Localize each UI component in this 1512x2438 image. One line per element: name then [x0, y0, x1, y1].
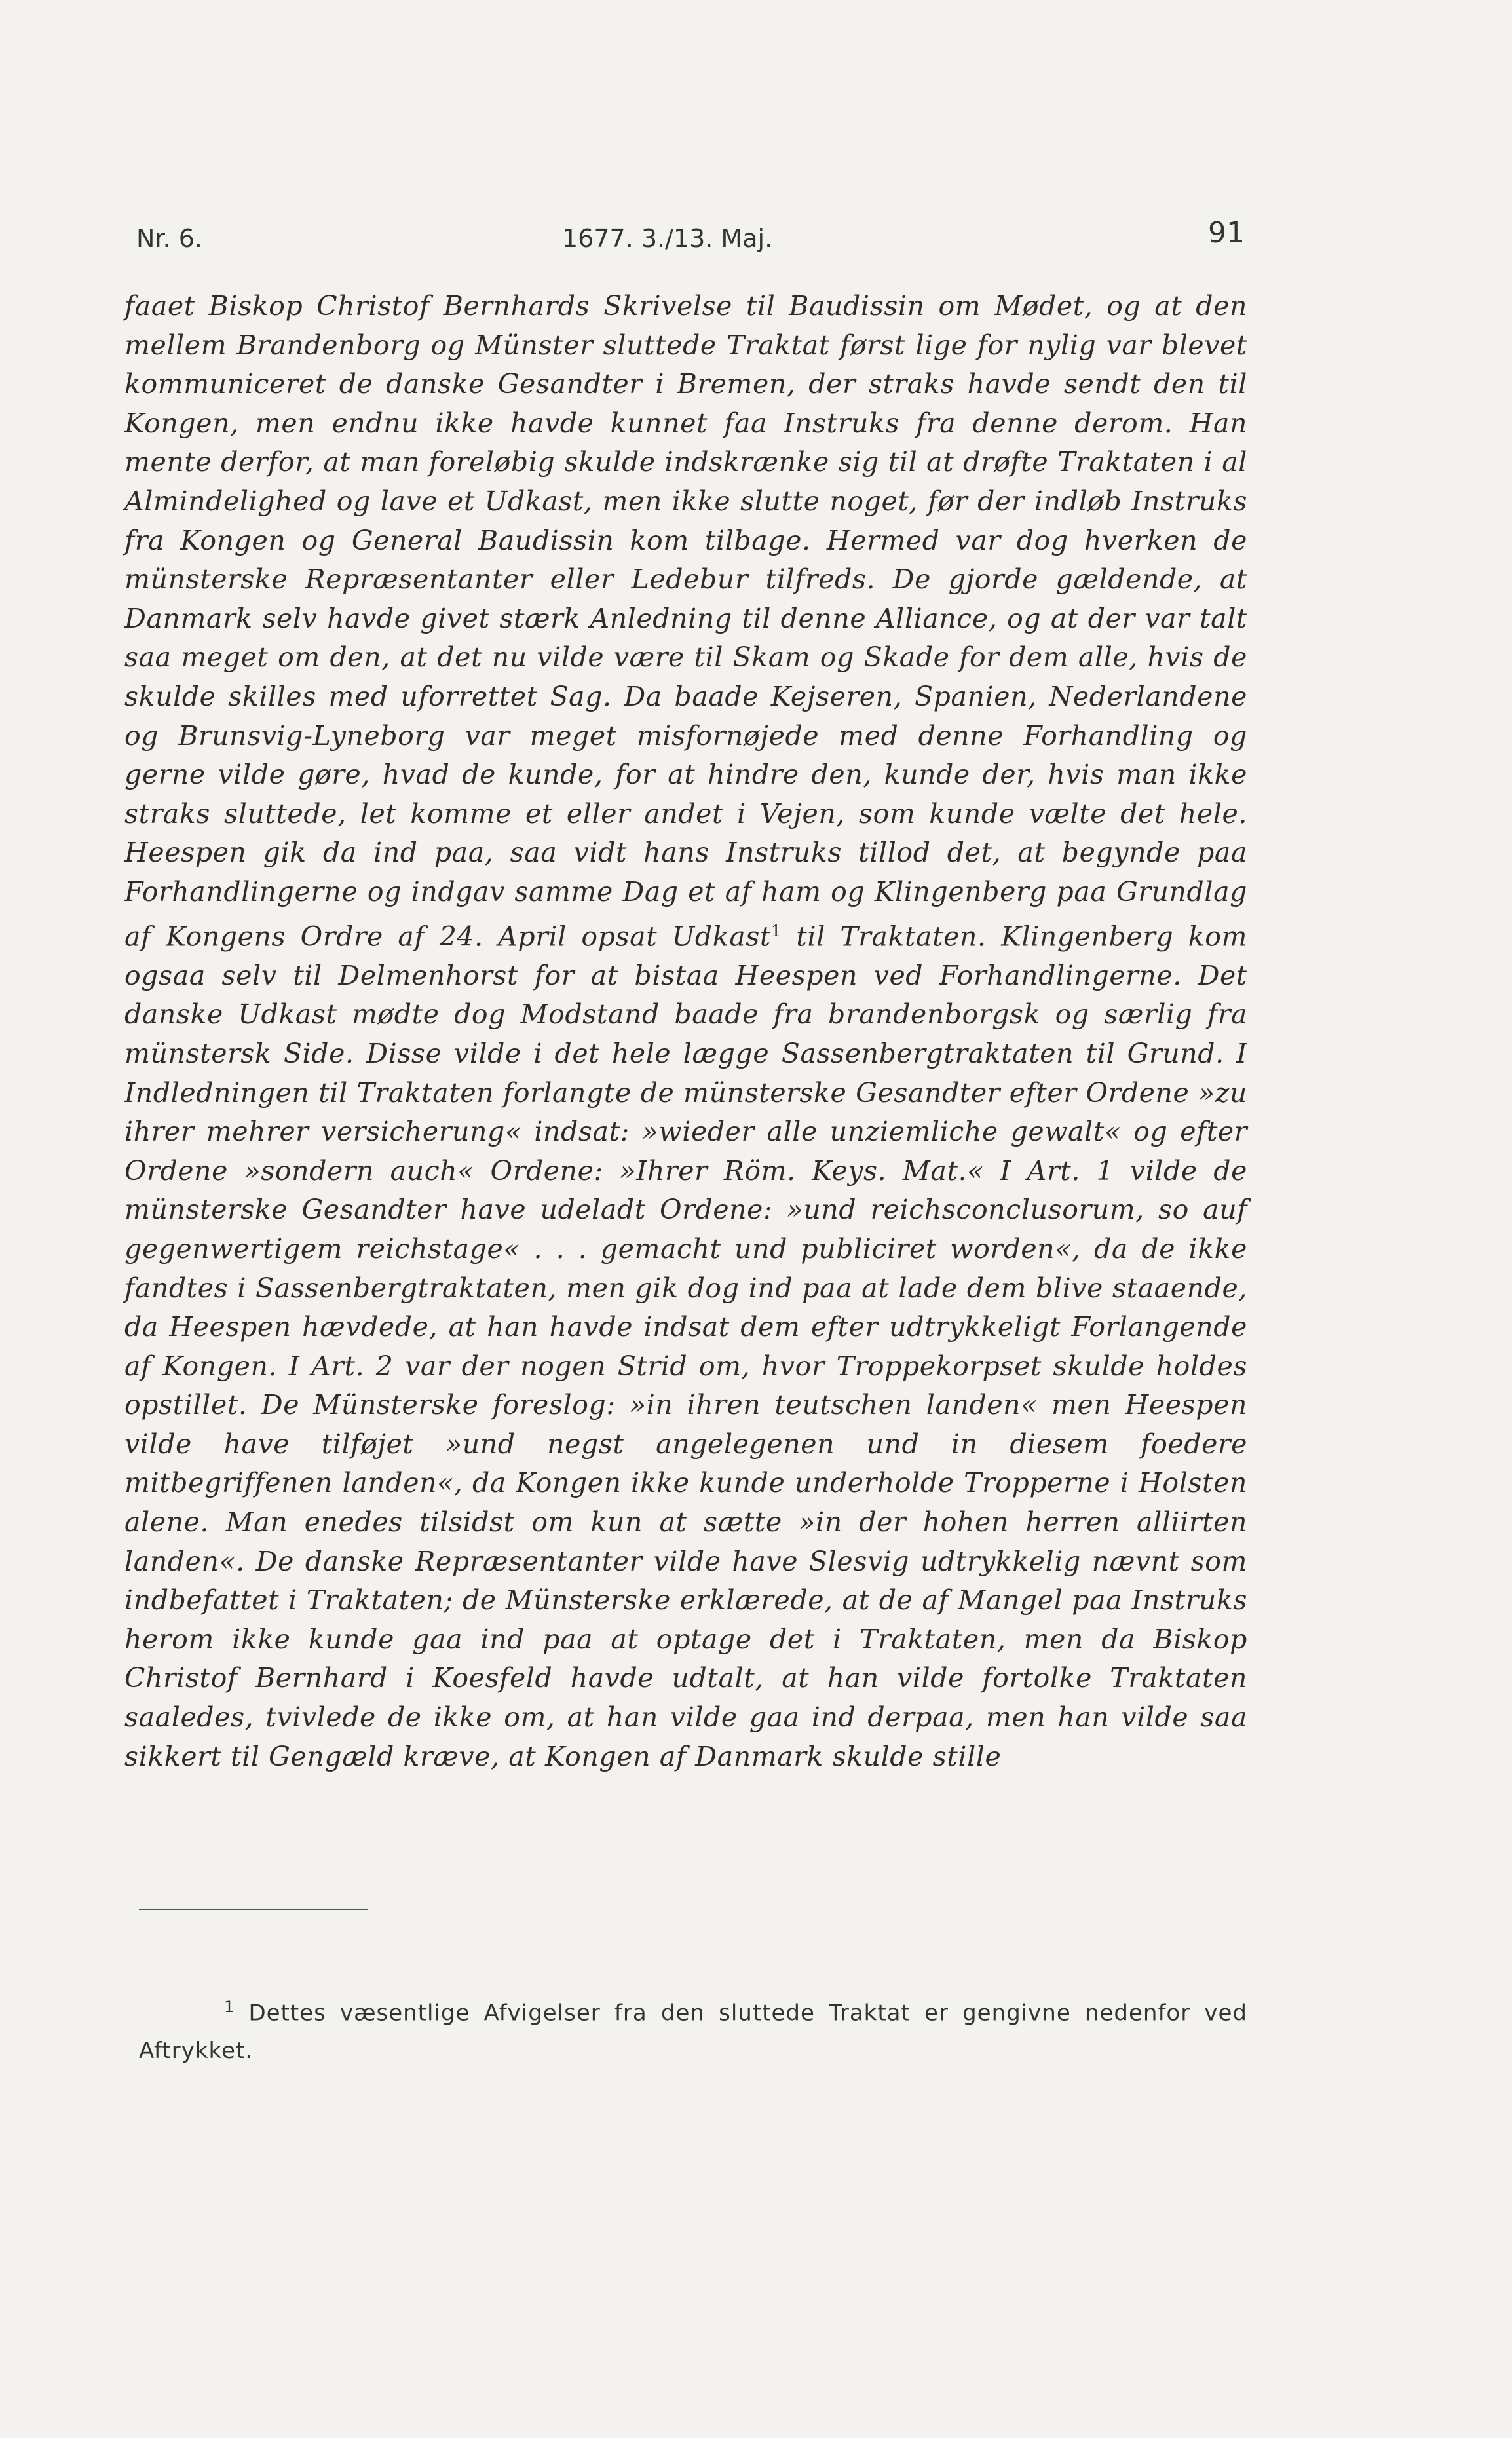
- page-number: 91: [1208, 216, 1245, 250]
- running-header: [136, 216, 1245, 275]
- header-number: Nr. 6.: [136, 224, 202, 253]
- footnote-reference: 1: [770, 921, 782, 940]
- header-date: 1677. 3./13. Maj.: [562, 224, 773, 253]
- footnote-marker: 1: [224, 1998, 235, 2016]
- footnote-divider: [139, 1909, 368, 1910]
- body-paragraph: [124, 287, 1247, 1776]
- body-text-part-2: til Traktaten. Klingenberg kom ogsaa selv til Delmenhorst for at bistaa Heespen ved Forhandlingerne. Det danske Udkast mødte dog Modstand baade fra brandenborgsk og særlig fra münstersk Side. Disse vilde i det hele lægge Sassenbergtraktaten til Grund. I Indledningen til Traktaten forlangte de münsterske Gesandter efter Ordene »zu ihrer mehrer versicherung« indsat: »wieder alle unziemliche gewalt« og efter Ordene »sondern auch« Ordene: »Ihrer Röm. Keys. Mat.« I Art. 1 vilde de münsterske Gesandter have udeladt Ordene: »und reichsconclusorum, so auf gegenwertigem reichstage« . . . gemacht und publiciret worden«, da de ikke fandtes i Sassenbergtraktaten, men gik dog ind paa at lade dem blive staaende, da Heespen hævdede, at han havde indsat dem efter udtrykkeligt Forlangende af Kongen. I Art. 2 var der nogen Strid om, hvor Troppekorpset skulde holdes opstillet. De Münsterske foreslog: »in ihren teutschen landen« men Heespen vilde have tilføjet »und negst angelegenen und in diesem foedere mitbegriffenen landen«, da Kongen ikke kunde underholde Tropperne i Holsten alene. Man enedes tilsidst om kun at sætte »in der hohen herren alliirten landen«. De danske Repræsentanter vilde have Slesvig udtrykkelig nævnt som indbefattet i Traktaten; de Münsterske erklærede, at de af Mangel paa Instruks herom ikke kunde gaa ind paa at optage det i Traktaten, men da Biskop Christof Bernhard i Koesfeld havde udtalt, at han vilde fortolke Traktaten saaledes, tvivlede de ikke om, at han vilde gaa ind derpaa, men han vilde saa sikkert til Gengæld kræve, at Kongen af Danmark skulde stille: [124, 921, 1248, 1772]
- footnote-text: Dettes væsentlige Afvigelser fra den sluttede Traktat er gengivne nedenfor ved Aftrykket.: [139, 2000, 1247, 2065]
- footnote-paragraph: [139, 1988, 1247, 2070]
- body-text: [124, 287, 1247, 1776]
- body-text-part-1: faaet Biskop Christof Bernhards Skrivelse til Baudissin om Mødet, og at den mellem Brandenborg og Münster sluttede Traktat først lige for nylig var blevet kommuniceret de danske Gesandter i Bremen, der straks havde sendt den til Kongen, men endnu ikke havde kunnet faa Instruks fra denne derom. Han mente derfor, at man foreløbig skulde indskrænke sig til at drøfte Traktaten i al Almindelighed og lave et Udkast, men ikke slutte noget, før der indløb Instruks fra Kongen og General Baudissin kom tilbage. Hermed var dog hverken de münsterske Repræsentanter eller Ledebur tilfreds. De gjorde gældende, at Danmark selv havde givet stærk Anledning til denne Alliance, og at der var talt saa meget om den, at det nu vilde være til Skam og Skade for dem alle, hvis de skulde skilles med uforrettet Sag. Da baade Kejseren, Spanien, Nederlandene og Brunsvig-Lyneborg var meget misfornøjede med denne Forhandling og gerne vilde gøre, hvad de kunde, for at hindre den, kunde der, hvis man ikke straks sluttede, let komme et eller andet i Vejen, som kunde vælte det hele. Heespen gik da ind paa, saa vidt hans Instruks tillod det, at begynde paa Forhandlingerne og indgav samme Dag et af ham og Klingenberg paa Grundlag af Kongens Ordre af 24. April opsat Udkast: [124, 290, 1247, 953]
- footnote: [139, 1988, 1247, 2070]
